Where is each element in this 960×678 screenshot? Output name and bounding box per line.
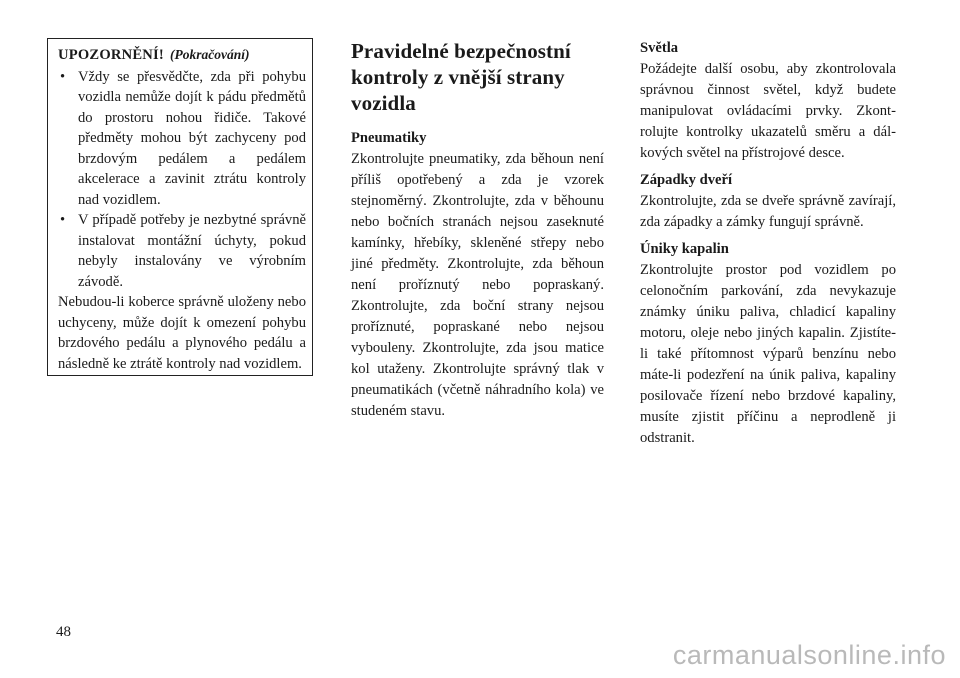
subheading-lights: Světla bbox=[640, 40, 679, 56]
warning-heading bbox=[58, 45, 306, 66]
subheading-tires: Pneumatiky bbox=[351, 130, 427, 146]
warning-box bbox=[47, 38, 313, 376]
middle-column bbox=[351, 38, 604, 422]
warning-list bbox=[58, 67, 306, 293]
section-heading: Pravidelné bezpečnostní kontroly z vnější strany vozidla bbox=[351, 39, 571, 115]
section-fluid-leaks bbox=[640, 239, 896, 449]
warning-title: UPOZORNĚNÍ! bbox=[58, 47, 164, 63]
warning-after-text: Nebudou-li koberce správně uloženy nebo uchyceny, může dojít k omezení pohybu brzdového pedálu a plynového pedálu a následně ke ztrátě kontroly nad vozidlem. bbox=[58, 294, 306, 372]
warning-item: • Vždy se přesvědčte, zda při pohybu vozidla nemůže dojít k pádu předmětů do prostoru nohou řidiče. Takové předměty mohou být zachyceny pod brzdovým pedálem a pedálem akcelerace a zavinit ztrátu kontroly nad vozidlem. bbox=[58, 67, 306, 211]
subheading-fluid-leaks: Úniky kapalin bbox=[640, 241, 729, 257]
page-number: 48 bbox=[56, 624, 71, 640]
subheading-door-latches: Západky dveří bbox=[640, 172, 733, 188]
section-door-latches bbox=[640, 170, 896, 233]
watermark-text: carmanualsonline.info bbox=[672, 640, 946, 670]
lights-body: Požádejte další osobu, aby zkontrolovala správnou činnost světel, když budete manipulovat ovládacími prvky. Zkontrolujte kontrolky ukazatelů směru a dálkových světel na přístrojové desce. bbox=[640, 61, 896, 161]
tires-body: Zkontrolujte pneumatiky, zda běhoun není příliš opotřebený a zda je vzorek stejnoměrný. Zkontrolujte, zda v běhounu nebo bočních stranách nejsou zaseknuté kamínky, hřebíky, skleněné střepy nebo jiné předměty. Zkontrolujte, zda běhoun není proříznutý nebo popraskaný. Zkontrolujte, zda boční strany nejsou proříznuté, popraskané nebo nejsou vybouleny. Zkontrolujte, zda jsou matice kol utaženy. Zkontrolujte správný tlak v pneumatikách (včetně náhradního kola) ve studeném stavu. bbox=[351, 151, 604, 419]
section-lights bbox=[640, 38, 896, 164]
warning-continued: (Pokračování) bbox=[169, 47, 250, 62]
fluid-leaks-body: Zkontrolujte prostor pod vozidlem po celonočním parkování, zda nevykazuje známky úniku paliva, chladicí kapaliny motoru, oleje nebo jiných kapalin. Zjistíte-li také přítomnost výparů benzínu nebo máte-li podezření na únik paliva, kapaliny posilovače řízení nebo brzdové kapaliny, musíte zjistit příčinu a neprodleně ji odstranit. bbox=[640, 262, 896, 446]
door-latches-body: Zkontrolujte, zda se dveře správně zavírají, zda západky a zámky fungují správně. bbox=[640, 193, 896, 230]
right-column bbox=[640, 38, 896, 455]
warning-item: • V případě potřeby je nezbytné správně instalovat montážní úchyty, pokud nebyly instalovány ve výrobním závodě. bbox=[58, 210, 306, 292]
